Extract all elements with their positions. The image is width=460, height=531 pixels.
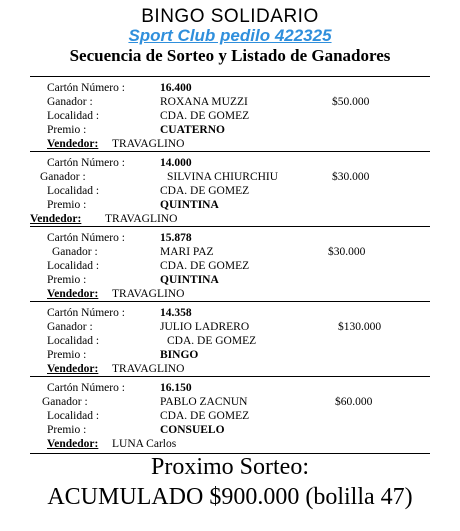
title: BINGO SOLIDARIO	[141, 6, 319, 27]
seller-name: LUNA Carlos	[112, 438, 177, 450]
accumulated-prize: ACUMULADO $900.000 (bolilla 47)	[47, 484, 413, 510]
winner-name: PABLO ZACNUN	[160, 396, 248, 408]
winner-record	[30, 227, 430, 302]
seller-name: TRAVAGLINO	[105, 213, 178, 225]
ganador-label: Ganador :	[52, 246, 98, 258]
winner-record	[30, 377, 430, 454]
vendedor-label: Vendedor:	[47, 438, 99, 450]
seller-name: TRAVAGLINO	[112, 138, 185, 150]
premio-label: Premio :	[47, 199, 87, 211]
carton-number: 15.878	[160, 232, 192, 244]
subtitle-text: Sport Club pedilo 422325	[128, 26, 332, 45]
ganador-label: Ganador :	[47, 96, 93, 108]
winner-name: ROXANA MUZZI	[160, 96, 248, 108]
localidad-label: Localidad :	[47, 260, 100, 272]
prize-amount: $30.000	[332, 171, 370, 183]
locality: CDA. DE GOMEZ	[160, 110, 250, 122]
premio-label: Premio :	[47, 424, 87, 436]
prize-amount: $130.000	[338, 321, 382, 333]
seller-name: TRAVAGLINO	[112, 363, 185, 375]
ganador-label: Ganador :	[47, 321, 93, 333]
vendedor-label: Vendedor:	[47, 138, 99, 150]
ganador-label: Ganador :	[42, 396, 88, 408]
locality: CDA. DE GOMEZ	[160, 260, 250, 272]
carton-number: 16.150	[160, 382, 192, 394]
seller-name: TRAVAGLINO	[112, 288, 185, 300]
subtitle	[0, 26, 460, 46]
vendedor-label: Vendedor:	[30, 213, 82, 225]
locality: CDA. DE GOMEZ	[160, 410, 250, 422]
premio-label: Premio :	[47, 124, 87, 136]
prize-type: CUATERNO	[160, 124, 225, 136]
localidad-label: Localidad :	[47, 110, 100, 122]
page-heading: Secuencia de Sorteo y Listado de Ganadores	[69, 46, 391, 65]
winner-record	[30, 152, 430, 227]
carton-label: Cartón Número :	[47, 82, 125, 94]
winner-name: JULIO LADRERO	[160, 321, 250, 333]
winners-list	[30, 76, 430, 454]
localidad-label: Localidad :	[47, 335, 100, 347]
vendedor-label: Vendedor:	[47, 288, 99, 300]
carton-label: Cartón Número :	[47, 382, 125, 394]
prize-type: BINGO	[160, 349, 199, 361]
winner-name: MARI PAZ	[160, 246, 214, 258]
carton-label: Cartón Número :	[47, 232, 125, 244]
locality: CDA. DE GOMEZ	[160, 185, 250, 197]
localidad-label: Localidad :	[47, 410, 100, 422]
carton-label: Cartón Número :	[47, 307, 125, 319]
carton-number: 16.400	[160, 82, 192, 94]
ganador-label: Ganador :	[40, 171, 86, 183]
winner-record	[30, 302, 430, 377]
prize-type: QUINTINA	[160, 199, 219, 211]
prize-amount: $50.000	[332, 96, 370, 108]
premio-label: Premio :	[47, 349, 87, 361]
localidad-label: Localidad :	[47, 185, 100, 197]
carton-number: 14.000	[160, 157, 192, 169]
locality: CDA. DE GOMEZ	[167, 335, 257, 347]
next-draw-label: Proximo Sorteo:	[150, 454, 309, 480]
prize-amount: $60.000	[335, 396, 373, 408]
prize-type: CONSUELO	[160, 424, 225, 436]
carton-number: 14.358	[160, 307, 192, 319]
carton-label: Cartón Número :	[47, 157, 125, 169]
premio-label: Premio :	[47, 274, 87, 286]
winner-record	[30, 77, 430, 152]
prize-type: QUINTINA	[160, 274, 219, 286]
winner-name: SILVINA CHIURCHIU	[167, 171, 279, 183]
vendedor-label: Vendedor:	[47, 363, 99, 375]
prize-amount: $30.000	[328, 246, 366, 258]
